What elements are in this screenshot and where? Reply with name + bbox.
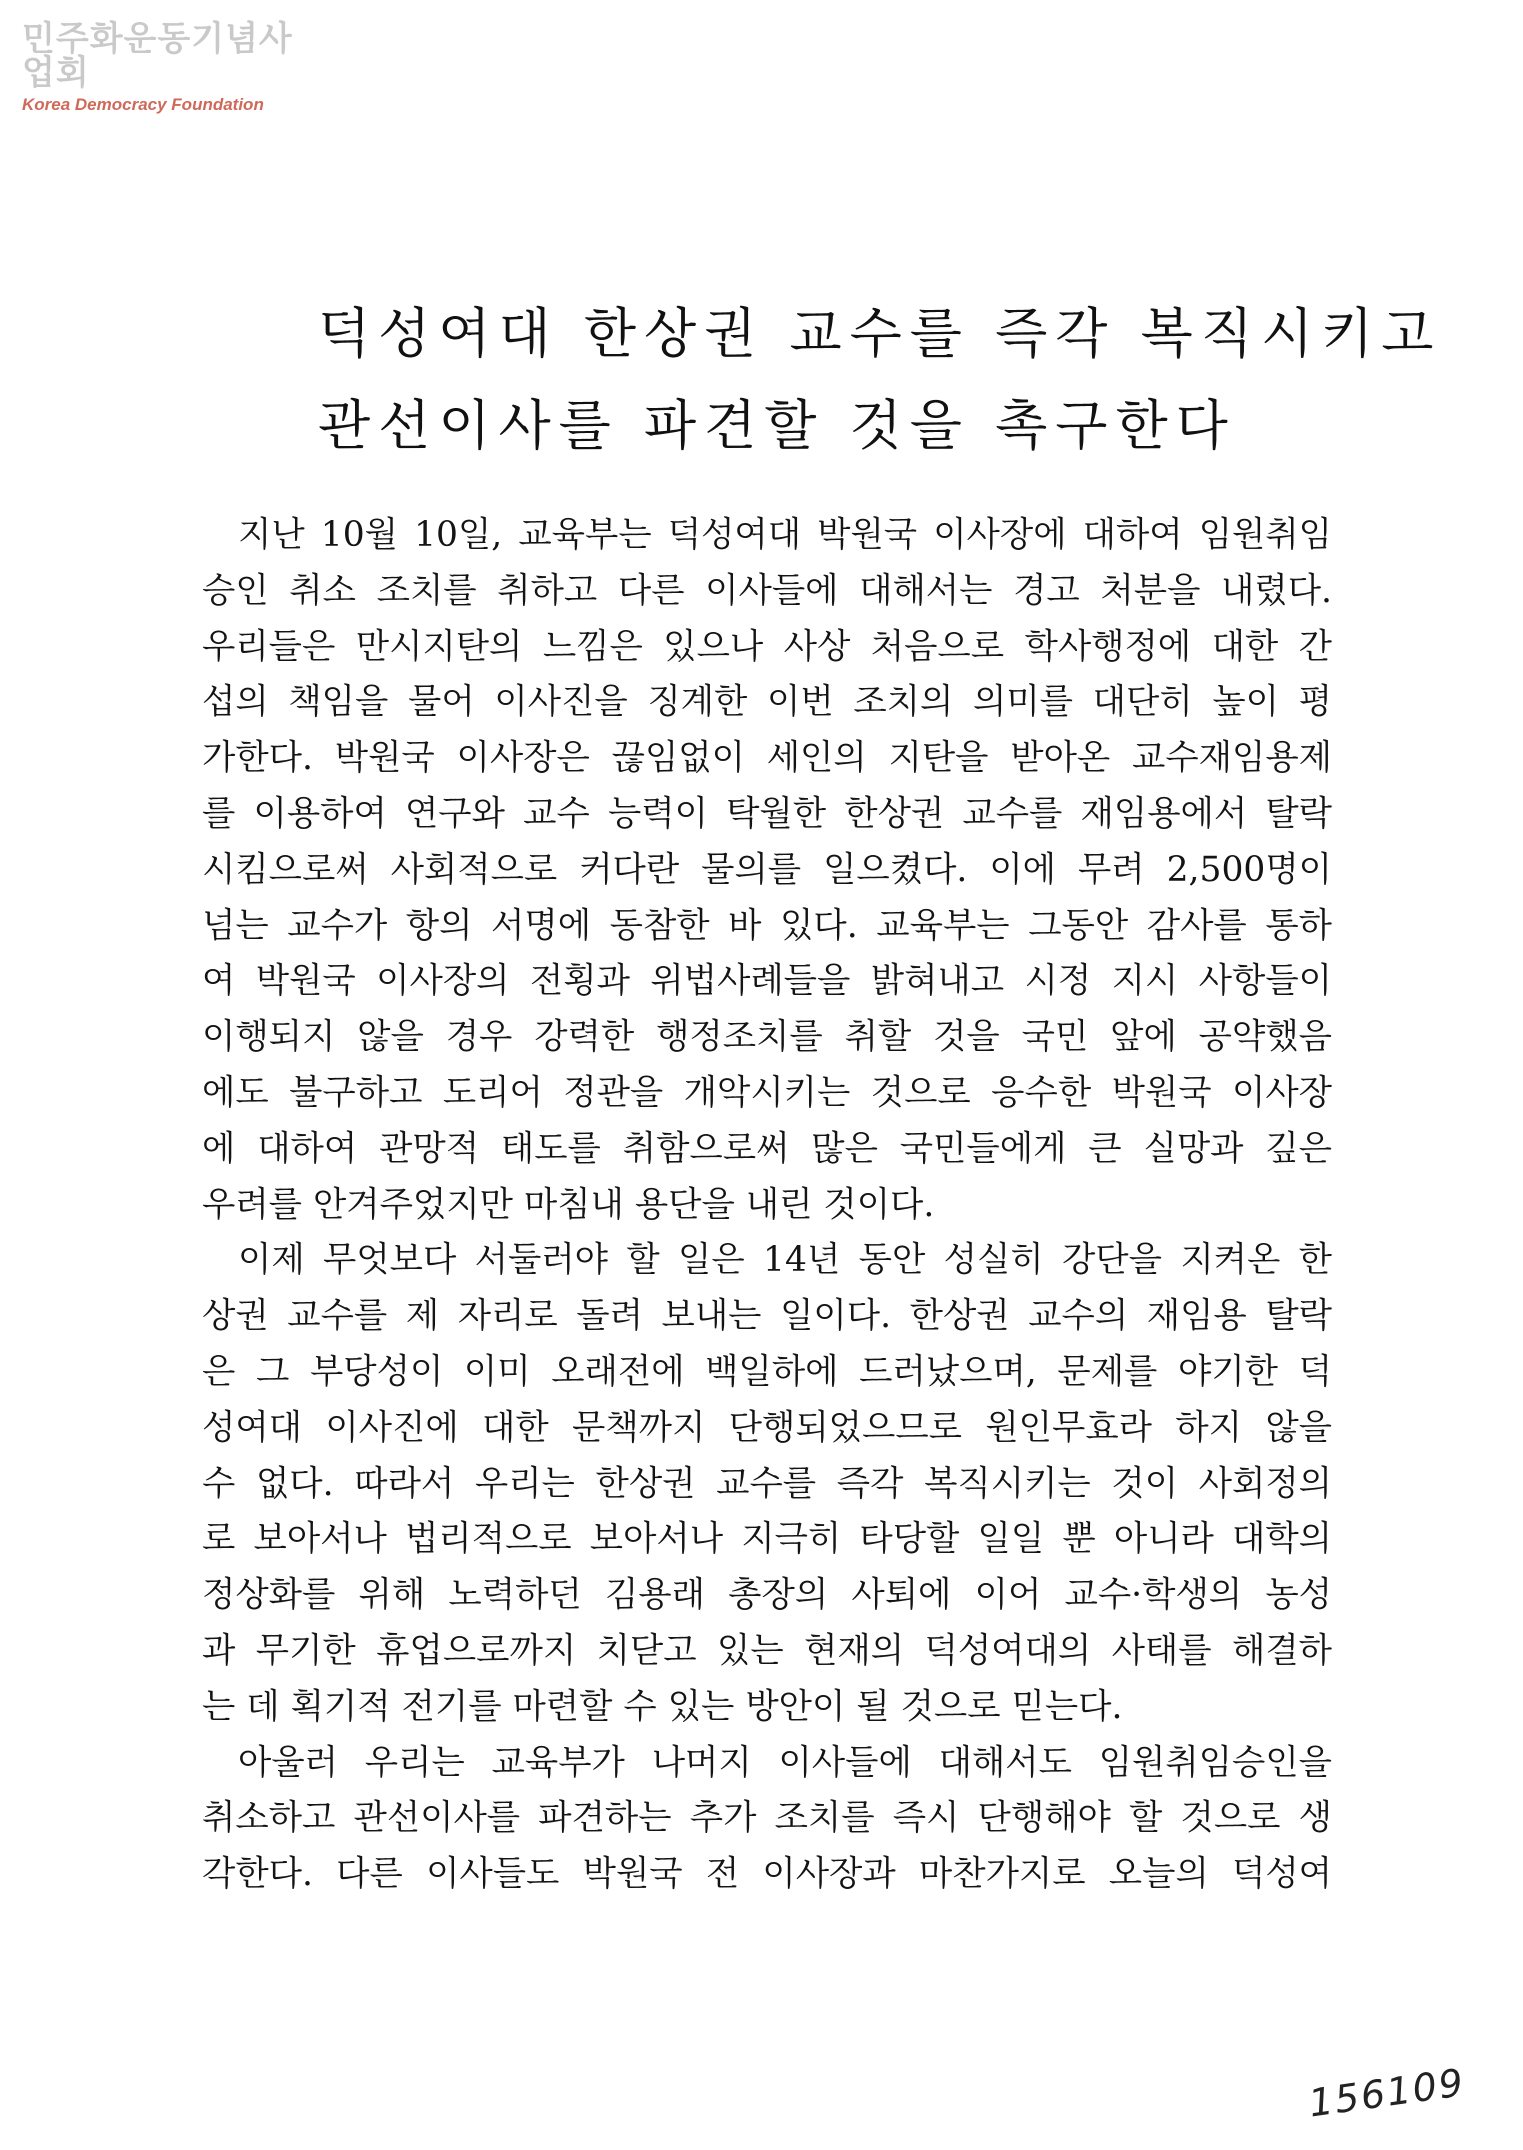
body-line: 에 대하여 관망적 태도를 취함으로써 많은 국민들에게 큰 실망과 깊은 <box>202 1128 1332 1169</box>
body-line: 여 박원국 이사장의 전횡과 위법사례들을 밝혀내고 시정 지시 사항들이 <box>202 961 1332 1002</box>
body-line: 에도 불구하고 도리어 정관을 개악시키는 것으로 응수한 박원국 이사장 <box>202 1072 1332 1113</box>
document-title <box>318 288 1442 472</box>
body-line: 상권 교수를 제 자리로 돌려 보내는 일이다. 한상권 교수의 재임용 탈락 <box>202 1296 1332 1337</box>
body-line: 은 그 부당성이 이미 오래전에 백일하에 드러났으며, 문제를 야기한 덕 <box>202 1351 1332 1392</box>
title-line-1: 덕성여대 한상권 교수를 즉각 복직시키고 <box>318 302 1442 365</box>
title-line-2: 관선이사를 파견할 것을 촉구한다 <box>318 394 1236 457</box>
body-line: 아울러 우리는 교육부가 나머지 이사들에 대해서도 임원취임승인을 <box>238 1742 1332 1783</box>
body-line: 이제 무엇보다 서둘러야 할 일은 14년 동안 성실히 강단을 지켜온 한 <box>238 1240 1332 1281</box>
body-line: 과 무기한 휴업으로까지 치닫고 있는 현재의 덕성여대의 사태를 해결하 <box>202 1630 1332 1671</box>
page-number-stamp: 156109 <box>1306 2060 1468 2126</box>
body-line: 각한다. 다른 이사들도 박원국 전 이사장과 마찬가지로 오늘의 덕성여 <box>202 1854 1332 1895</box>
body-line: 시킴으로써 사회적으로 커다란 물의를 일으켰다. 이에 무려 2,500명이 <box>202 849 1332 890</box>
watermark-english: Korea Democracy Foundation <box>22 95 264 114</box>
watermark-korean: 민주화운동기념사업회 <box>22 19 293 93</box>
body-line: 는 데 획기적 전기를 마련할 수 있는 방안이 될 것으로 믿는다. <box>202 1686 1123 1727</box>
body-line: 승인 취소 조치를 취하고 다른 이사들에 대해서는 경고 처분을 내렸다. <box>202 570 1332 611</box>
body-line: 정상화를 위해 노력하던 김용래 총장의 사퇴에 이어 교수·학생의 농성 <box>202 1575 1332 1616</box>
document-body <box>202 508 1332 1903</box>
body-line: 이행되지 않을 경우 강력한 행정조치를 취할 것을 국민 앞에 공약했음 <box>202 1017 1332 1058</box>
body-line: 취소하고 관선이사를 파견하는 추가 조치를 즉시 단행해야 할 것으로 생 <box>202 1798 1332 1839</box>
body-line: 지난 10월 10일, 교육부는 덕성여대 박원국 이사장에 대하여 임원취임 <box>238 515 1332 555</box>
body-line: 가한다. 박원국 이사장은 끊임없이 세인의 지탄을 받아온 교수재임용제 <box>202 738 1332 779</box>
body-line: 성여대 이사진에 대한 문책까지 단행되었으므로 원인무효라 하지 않을 <box>202 1407 1332 1448</box>
body-line: 넘는 교수가 항의 서명에 동참한 바 있다. 교육부는 그동안 감사를 통하 <box>202 905 1332 946</box>
body-line: 우려를 안겨주었지만 마침내 용단을 내린 것이다. <box>202 1184 935 1225</box>
body-line: 를 이용하여 연구와 교수 능력이 탁월한 한상권 교수를 재임용에서 탈락 <box>202 793 1332 834</box>
body-line: 우리들은 만시지탄의 느낌은 있으나 사상 처음으로 학사행정에 대한 간 <box>202 626 1332 667</box>
body-line: 로 보아서나 법리적으로 보아서나 지극히 타당할 일일 뿐 아니라 대학의 <box>202 1519 1332 1560</box>
body-line: 수 없다. 따라서 우리는 한상권 교수를 즉각 복직시키는 것이 사회정의 <box>202 1463 1332 1504</box>
body-line: 섭의 책임을 물어 이사진을 징계한 이번 조치의 의미를 대단히 높이 평 <box>202 682 1332 723</box>
watermark-logo <box>22 19 322 114</box>
